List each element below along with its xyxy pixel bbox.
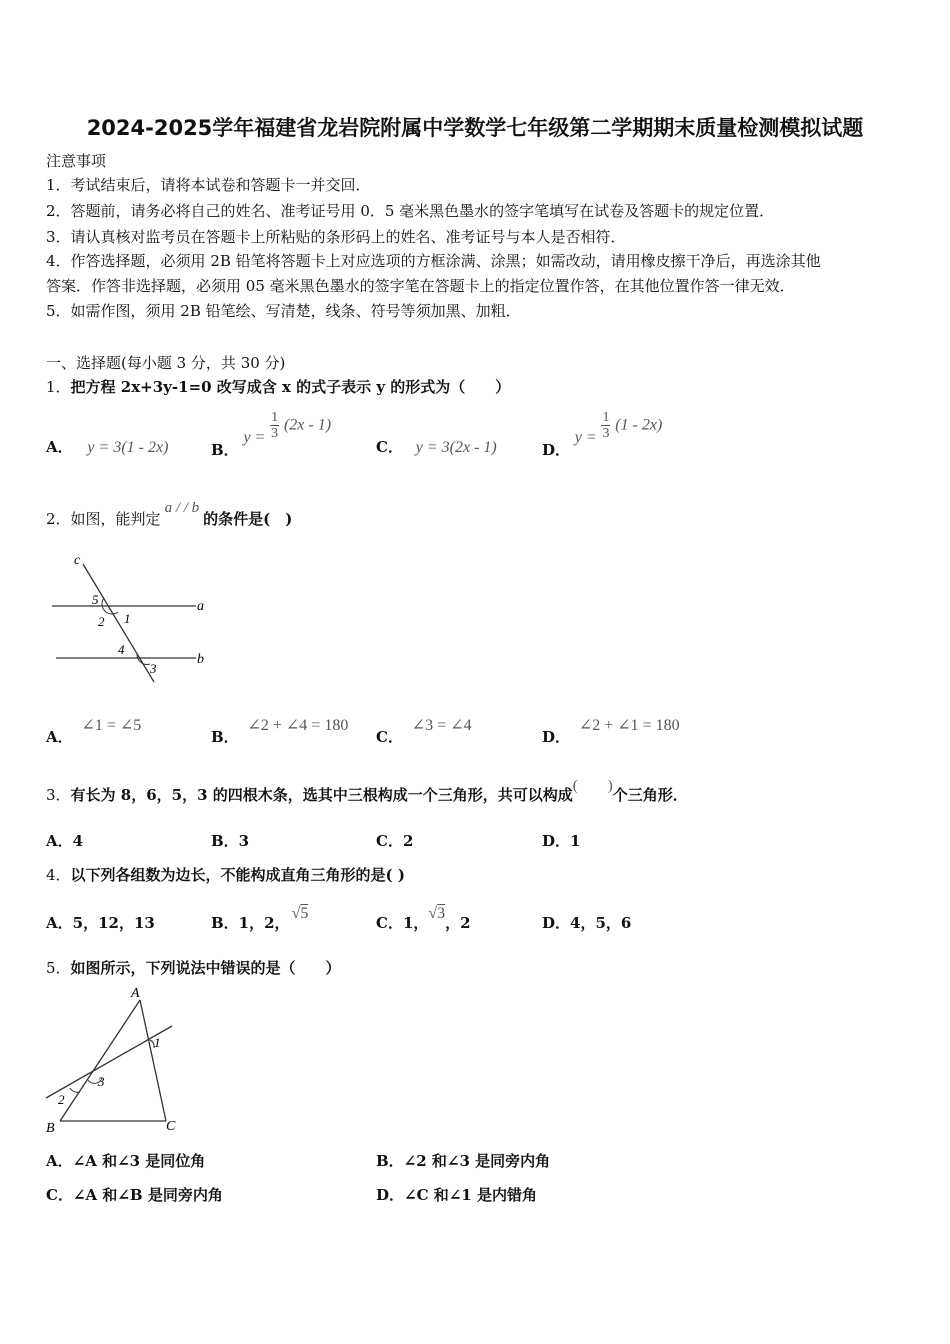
notice-item-3: 3．请认真核对监考员在答题卡上所粘贴的条形码上的姓名、准考证号与本人是否相符． — [46, 228, 626, 246]
q1-option-d-numerator: 1 — [602, 410, 610, 425]
label-angle-2: 2 — [58, 1092, 65, 1107]
q4-option-d[interactable] — [542, 912, 631, 933]
question-4-text: 以下列各组数为边长，不能构成直角三角形的是( ) — [70, 866, 405, 884]
q2-option-c-label: C． — [376, 728, 403, 746]
q2-option-a[interactable] — [46, 714, 142, 746]
question-2-post: 的条件是( ) — [203, 510, 293, 528]
q3-option-b[interactable] — [211, 830, 249, 851]
q4-option-a-text: A．5，12，13 — [46, 914, 155, 932]
q5-option-b[interactable] — [376, 1150, 550, 1171]
q5-option-a-text: A．∠A 和∠3 是同位角 — [46, 1152, 206, 1170]
q3-option-d-text: D．1 — [542, 832, 581, 850]
label-a: a — [197, 599, 204, 614]
q4-option-c-radicand: 3 — [437, 905, 446, 922]
q2-option-b[interactable] — [211, 714, 349, 746]
q1-option-b-numerator: 1 — [271, 410, 279, 425]
q3-option-b-text: B．3 — [211, 832, 250, 850]
label-angle-5: 5 — [92, 592, 99, 607]
q1-option-b-label: B． — [211, 440, 239, 459]
question-3-paren: ( ) — [572, 778, 613, 794]
q4-option-a[interactable] — [46, 912, 155, 933]
notice-heading: 注意事项 — [46, 152, 107, 170]
angle-arc-2 — [70, 1088, 80, 1092]
q4-option-c-sqrt: √3 — [428, 905, 446, 922]
notice-item-5: 5．如需作图，须用 2B 铅笔绘、写清楚，线条、符号等须加黑、加粗． — [46, 302, 521, 320]
notice-item-1: 1．考试结束后，请将本试卷和答题卡一并交回． — [46, 176, 371, 194]
question-5 — [46, 957, 341, 978]
q1-option-c[interactable] — [376, 436, 497, 457]
question-1-text: 把方程 2x+3y-1=0 改写成含 x 的式子表示 y 的形式为（ ） — [70, 378, 511, 396]
side-ab — [60, 1000, 140, 1121]
q1-option-b-lhs: y = — [243, 428, 266, 446]
q1-option-c-math: y = 3(2x - 1) — [415, 439, 497, 456]
vertex-label-c: C — [166, 1119, 176, 1134]
label-angle-4: 4 — [118, 642, 125, 657]
q2-option-b-label: B． — [211, 728, 239, 746]
q1-option-d[interactable] — [542, 410, 663, 459]
q4-option-b-radicand: 5 — [300, 905, 309, 922]
side-ac — [140, 1000, 166, 1121]
q2-option-d[interactable] — [542, 714, 680, 746]
triangle-figure — [40, 982, 190, 1137]
question-1-number: 1． — [46, 378, 71, 396]
question-5-number: 5． — [46, 959, 71, 977]
question-4 — [46, 864, 405, 885]
question-5-text: 如图所示，下列说法中错误的是（ ） — [70, 959, 341, 977]
section-heading: 一、选择题(每小题 3 分，共 30 分) — [46, 354, 286, 372]
q1-option-a-label: A． — [46, 438, 73, 456]
question-2-condition: a / / b — [164, 500, 200, 516]
q5-option-c[interactable] — [46, 1184, 223, 1205]
label-c: c — [74, 553, 81, 568]
q2-option-a-label: A． — [46, 728, 73, 746]
question-3-post: 个三角形． — [612, 786, 688, 804]
q1-option-d-rhs: (1 - 2x) — [615, 416, 663, 434]
q4-option-b-sqrt: √5 — [291, 905, 309, 922]
q2-option-d-math: ∠2 + ∠1 = 180 — [578, 717, 680, 734]
label-angle-2: 2 — [98, 614, 105, 629]
q2-option-a-math: ∠1 = ∠5 — [81, 717, 142, 734]
q3-option-a-text: A．4 — [46, 832, 84, 850]
parallel-lines-figure — [46, 550, 221, 690]
q1-option-b[interactable] — [211, 410, 332, 459]
page-title: 2024-2025学年福建省龙岩院附属中学数学七年级第二学期期末质量检测模拟试题 — [86, 116, 864, 140]
q2-option-d-label: D． — [542, 728, 571, 746]
q1-option-a[interactable] — [46, 436, 168, 457]
q3-option-c[interactable] — [376, 830, 413, 851]
q3-option-a[interactable] — [46, 830, 83, 851]
label-angle-1: 1 — [154, 1035, 161, 1050]
question-1 — [46, 376, 510, 397]
q1-option-d-lhs: y = — [574, 428, 597, 446]
label-angle-1: 1 — [124, 611, 131, 626]
q4-option-b-text: B．1，2， — [211, 914, 290, 932]
q2-option-c[interactable] — [376, 714, 472, 746]
q1-option-b-fraction — [270, 410, 279, 441]
label-angle-3: 3 — [150, 661, 157, 676]
question-3-number: 3． — [46, 786, 71, 804]
q5-option-d-text: D．∠C 和∠1 是内错角 — [376, 1186, 537, 1204]
label-angle-3: 3 — [98, 1074, 105, 1089]
q4-option-d-text: D．4，5，6 — [542, 914, 632, 932]
label-b: b — [197, 652, 204, 667]
q3-option-d[interactable] — [542, 830, 580, 851]
q2-option-c-math: ∠3 = ∠4 — [411, 717, 472, 734]
q1-option-d-denominator: 3 — [602, 426, 610, 441]
question-4-number: 4． — [46, 866, 71, 884]
vertex-label-a: A — [131, 986, 140, 1001]
vertex-label-b: B — [46, 1121, 55, 1136]
notice-item-4: 4．作答选择题，必须用 2B 铅笔将答题卡上对应选项的方框涂满、涂黑；如需改动，请用橡皮擦干净后，再选涂其他 — [46, 252, 821, 270]
angle-arc-bottom — [137, 654, 150, 664]
q1-option-d-fraction — [601, 410, 610, 441]
question-3 — [46, 778, 688, 805]
q4-option-c-post: ，2 — [445, 914, 471, 932]
notice-item-2: 2．答题前，请务必将自己的姓名、准考证号用 0．5 毫米黑色墨水的签字笔填写在试卷及答题卡的规定位置． — [46, 202, 775, 220]
q5-option-d[interactable] — [376, 1184, 537, 1205]
question-2-number: 2． — [46, 510, 71, 528]
q5-option-c-text: C．∠A 和∠B 是同旁内角 — [46, 1186, 223, 1204]
q1-option-b-denominator: 3 — [271, 426, 279, 441]
q4-option-c-text: C．1， — [376, 914, 429, 932]
q1-option-b-rhs: (2x - 1) — [283, 416, 332, 434]
q1-option-d-label: D． — [542, 440, 571, 459]
q2-option-b-math: ∠2 + ∠4 = 180 — [247, 717, 349, 734]
q5-option-b-text: B．∠2 和∠3 是同旁内角 — [376, 1152, 551, 1170]
question-3-text: 有长为 8，6，5，3 的四根木条，选其中三根构成一个三角形，共可以构成 — [70, 786, 573, 804]
question-2-pre: 如图，能判定 — [70, 510, 161, 528]
q1-option-c-label: C． — [376, 438, 403, 456]
q5-option-a[interactable] — [46, 1150, 205, 1171]
q4-option-b[interactable] — [211, 905, 309, 933]
question-2 — [46, 500, 293, 529]
q3-option-c-text: C．2 — [376, 832, 414, 850]
notice-item-4-cont: 答案．作答非选择题，必须用 05 毫米黑色墨水的签字笔在答题卡上的指定位置作答，在其他位置作答一律无效． — [46, 277, 795, 295]
q4-option-c[interactable] — [376, 905, 471, 933]
q1-option-a-math: y = 3(1 - 2x) — [87, 439, 169, 456]
